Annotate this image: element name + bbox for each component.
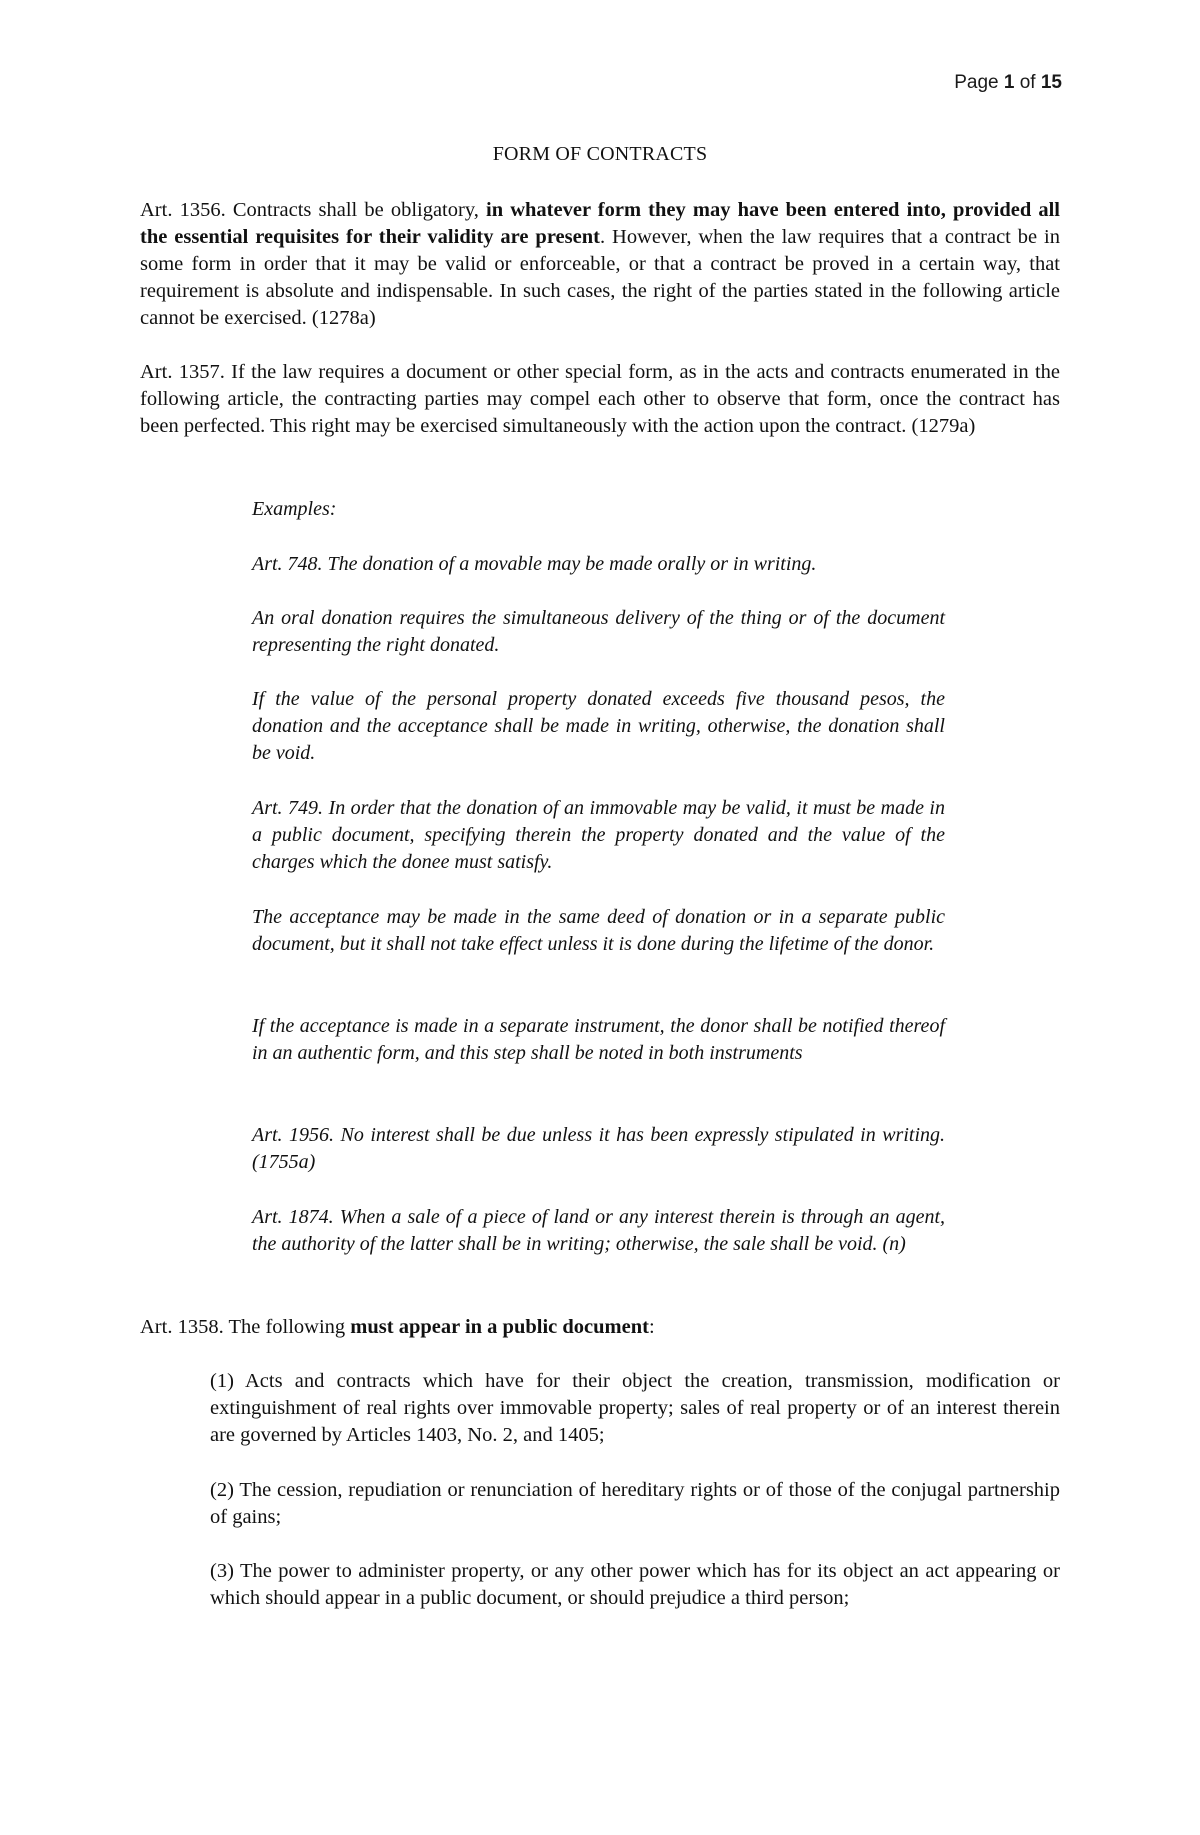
article-1356-lead: Art. 1356. Contracts shall be obligatory,: [140, 199, 486, 221]
example-item: If the acceptance is made in a separate instrument, the donor shall be notified thereof in an authentic form, and this step shall be noted in both instruments: [252, 1015, 945, 1064]
example-item: Art. 749. In order that the donation of an immovable may be valid, it must be made in a public document, specifying therein the property donated and the value of the charges which the donee must satisfy.: [252, 797, 945, 873]
article-1356-bold: in whatever form they may have been entered into, provided all the essential requisites for their validity are present: [140, 199, 1060, 248]
example-item: The acceptance may be made in the same deed of donation or in a separate public document, but it shall not take effect unless it is done during the lifetime of the donor.: [252, 906, 945, 955]
article-1358: [140, 1314, 1060, 1341]
page-total: 15: [1040, 72, 1062, 93]
examples-heading: Examples:: [252, 498, 337, 520]
document-title: FORM OF CONTRACTS: [492, 143, 708, 165]
of-word: of: [1019, 72, 1036, 93]
example-item: Art. 1956. No interest shall be due unless it has been expressly stipulated in writing. (1755a): [252, 1124, 945, 1173]
article-1357: Art. 1357. If the law requires a document or other special form, as in the acts and contracts enumerated in the following article, the contracting parties may compel each other to observe that form, once the contract has been perfected. This right may be exercised simultaneously with the action upon the contract. (1279a): [140, 361, 1060, 437]
page-word: Page: [954, 72, 999, 93]
article-1356-tail: . However, when the law requires that a contract be in some form in order that it may be valid or enforceable, or that a contract be proved in a certain way, that requirement is absolute and indispensable. In such cases, the right of the parties stated in the following article cannot be exercised. (1278a): [140, 226, 1061, 329]
article-1358-bold: must appear in a public document: [350, 1316, 649, 1338]
page-number-header: [954, 72, 1062, 94]
list-item: (3) The power to administer property, or any other power which has for its object an act appearing or which should appear in a public document, or should prejudice a third person;: [210, 1560, 1060, 1609]
page-number: 1: [1003, 72, 1015, 93]
example-item: Art. 748. The donation of a movable may be made orally or in writing.: [252, 553, 817, 575]
example-item: If the value of the personal property donated exceeds five thousand pesos, the donation and the acceptance shall be made in writing, otherwise, the donation shall be void.: [252, 688, 945, 764]
example-item: Art. 1874. When a sale of a piece of land or any interest therein is through an agent, the authority of the latter shall be in writing; otherwise, the sale shall be void. (n): [252, 1206, 945, 1255]
article-1356: [140, 197, 1060, 332]
article-1358-tail: :: [648, 1316, 655, 1338]
list-item: (1) Acts and contracts which have for their object the creation, transmission, modification or extinguishment of real rights over immovable property; sales of real property or of an interest therein are governed by Articles 1403, No. 2, and 1405;: [210, 1370, 1060, 1446]
example-item: An oral donation requires the simultaneous delivery of the thing or of the document representing the right donated.: [252, 607, 945, 656]
list-item: (2) The cession, repudiation or renunciation of hereditary rights or of those of the conjugal partnership of gains;: [210, 1479, 1060, 1528]
article-1358-lead: Art. 1358. The following: [140, 1316, 351, 1338]
